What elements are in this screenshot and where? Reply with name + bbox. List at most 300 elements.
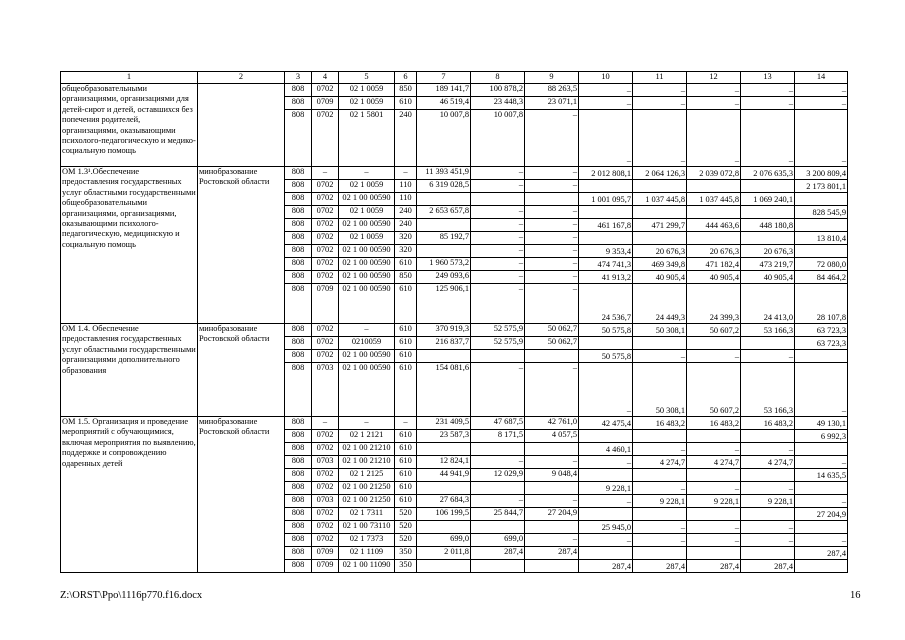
table-cell: 02 1 00 00590 bbox=[339, 193, 395, 206]
table-cell: – bbox=[579, 110, 633, 167]
table-cell: 02 1 00 21250 bbox=[339, 495, 395, 508]
table-cell: 40 905,4 bbox=[741, 271, 795, 284]
table-cell: – bbox=[525, 219, 579, 232]
column-number: 2 bbox=[198, 72, 285, 84]
table-cell bbox=[687, 430, 741, 443]
table-cell: 02 1 2121 bbox=[339, 430, 395, 443]
table-cell bbox=[795, 193, 848, 206]
table-cell: 63 723,3 bbox=[795, 337, 848, 350]
table-cell: 20 676,3 bbox=[687, 245, 741, 258]
table-cell: – bbox=[687, 534, 741, 547]
table-cell: 28 107,8 bbox=[795, 284, 848, 324]
table-cell: 27 204,9 bbox=[525, 508, 579, 521]
table-cell: 610 bbox=[395, 97, 417, 110]
table-cell: 02 1 00 00590 bbox=[339, 284, 395, 324]
table-cell: 13 810,4 bbox=[795, 232, 848, 245]
table-cell: 9 228,1 bbox=[633, 495, 687, 508]
table-cell bbox=[687, 508, 741, 521]
table-cell: 3 200 809,4 bbox=[795, 167, 848, 180]
table-cell bbox=[579, 206, 633, 219]
table-cell: 23 448,3 bbox=[471, 97, 525, 110]
table-cell: – bbox=[471, 495, 525, 508]
table-cell: 02 1 00 00590 bbox=[339, 271, 395, 284]
table-cell: 808 bbox=[285, 167, 312, 180]
table-cell: 808 bbox=[285, 271, 312, 284]
table-cell: – bbox=[471, 206, 525, 219]
table-cell: 287,4 bbox=[741, 560, 795, 573]
table-cell: 610 bbox=[395, 443, 417, 456]
table-cell: 6 992,3 bbox=[795, 430, 848, 443]
table-cell bbox=[471, 560, 525, 573]
table-cell: 473 219,7 bbox=[741, 258, 795, 271]
table-cell: 0702 bbox=[312, 350, 339, 363]
table-cell bbox=[687, 547, 741, 560]
table-cell: 808 bbox=[285, 193, 312, 206]
table-cell: – bbox=[633, 521, 687, 534]
table-cell: – bbox=[471, 284, 525, 324]
table-cell bbox=[633, 337, 687, 350]
table-cell bbox=[687, 337, 741, 350]
table-cell: 02 1 0059 bbox=[339, 97, 395, 110]
table-cell: 50 607,2 bbox=[687, 363, 741, 417]
table-cell: 610 bbox=[395, 350, 417, 363]
table-cell: 52 575,9 bbox=[471, 324, 525, 337]
budget-table-sheet bbox=[60, 71, 848, 573]
table-cell: 471 299,7 bbox=[633, 219, 687, 232]
table-row bbox=[61, 324, 848, 337]
table-cell: 12 029,9 bbox=[471, 469, 525, 482]
table-cell: 350 bbox=[395, 547, 417, 560]
table-cell: 474 741,3 bbox=[579, 258, 633, 271]
table-cell: 808 bbox=[285, 482, 312, 495]
table-cell: 02 1 0059 bbox=[339, 206, 395, 219]
table-cell: 2 039 072,8 bbox=[687, 167, 741, 180]
table-cell: 42 761,0 bbox=[525, 417, 579, 430]
table-cell bbox=[417, 521, 471, 534]
table-row bbox=[61, 84, 848, 97]
table-cell: 808 bbox=[285, 417, 312, 430]
table-cell: 699,0 bbox=[417, 534, 471, 547]
table-cell: 610 bbox=[395, 482, 417, 495]
table-cell: 1 001 095,7 bbox=[579, 193, 633, 206]
table-cell bbox=[741, 337, 795, 350]
table-cell: 23 071,1 bbox=[525, 97, 579, 110]
table-cell: 249 093,6 bbox=[417, 271, 471, 284]
table-cell: 0709 bbox=[312, 547, 339, 560]
table-cell bbox=[795, 443, 848, 456]
table-cell: 287,4 bbox=[633, 560, 687, 573]
table-cell: – bbox=[525, 258, 579, 271]
table-cell bbox=[525, 193, 579, 206]
table-cell: 106 199,5 bbox=[417, 508, 471, 521]
table-cell: 4 274,7 bbox=[633, 456, 687, 469]
table-cell bbox=[579, 180, 633, 193]
table-cell bbox=[633, 508, 687, 521]
measure-name-cell: ОМ 1.3¹.Обеспечение предоставления государственных услуг областными государственными общеобразовательными организациями, организациями, оказывающими психолого-педагогическую, медицинскую и социальную помощь bbox=[61, 167, 198, 324]
column-number-row bbox=[61, 72, 848, 84]
table-cell: – bbox=[579, 84, 633, 97]
table-cell: 0702 bbox=[312, 271, 339, 284]
column-number: 6 bbox=[395, 72, 417, 84]
table-cell: 0709 bbox=[312, 560, 339, 573]
column-number: 12 bbox=[687, 72, 741, 84]
table-cell: 808 bbox=[285, 443, 312, 456]
table-cell bbox=[525, 482, 579, 495]
table-cell: 0210059 bbox=[339, 337, 395, 350]
table-cell: 02 1 00 73110 bbox=[339, 521, 395, 534]
table-cell: – bbox=[795, 110, 848, 167]
table-cell bbox=[525, 560, 579, 573]
table-cell: 2 173 801,1 bbox=[795, 180, 848, 193]
table-cell: 72 080,0 bbox=[795, 258, 848, 271]
table-cell: 53 166,3 bbox=[741, 363, 795, 417]
table-cell bbox=[471, 521, 525, 534]
column-number: 1 bbox=[61, 72, 198, 84]
table-cell: – bbox=[471, 167, 525, 180]
table-cell: – bbox=[525, 495, 579, 508]
column-number: 3 bbox=[285, 72, 312, 84]
table-cell: 0702 bbox=[312, 482, 339, 495]
table-cell: 320 bbox=[395, 232, 417, 245]
table-cell bbox=[579, 337, 633, 350]
table-cell: 27 684,3 bbox=[417, 495, 471, 508]
table-cell: – bbox=[312, 417, 339, 430]
table-cell: 610 bbox=[395, 430, 417, 443]
table-cell: – bbox=[579, 534, 633, 547]
table-cell: – bbox=[471, 232, 525, 245]
table-cell: 50 575,8 bbox=[579, 350, 633, 363]
table-cell bbox=[579, 430, 633, 443]
table-cell: 4 460,1 bbox=[579, 443, 633, 456]
table-cell: 808 bbox=[285, 97, 312, 110]
table-cell: 50 308,1 bbox=[633, 363, 687, 417]
table-cell: 240 bbox=[395, 206, 417, 219]
table-cell: 808 bbox=[285, 245, 312, 258]
table-cell: – bbox=[687, 84, 741, 97]
column-number: 13 bbox=[741, 72, 795, 84]
table-cell: – bbox=[741, 350, 795, 363]
table-cell: 84 464,2 bbox=[795, 271, 848, 284]
table-cell: 2 076 635,3 bbox=[741, 167, 795, 180]
table-cell: – bbox=[795, 97, 848, 110]
column-number: 9 bbox=[525, 72, 579, 84]
table-cell: – bbox=[312, 167, 339, 180]
table-cell: 1 960 573,2 bbox=[417, 258, 471, 271]
table-cell: 100 878,2 bbox=[471, 84, 525, 97]
table-cell: 27 204,9 bbox=[795, 508, 848, 521]
table-cell: 9 353,4 bbox=[579, 245, 633, 258]
table-cell: 1 069 240,1 bbox=[741, 193, 795, 206]
table-cell bbox=[633, 547, 687, 560]
table-cell bbox=[471, 482, 525, 495]
page-number: 16 bbox=[850, 590, 861, 601]
table-cell: 88 263,5 bbox=[525, 84, 579, 97]
table-cell: – bbox=[795, 534, 848, 547]
table-cell: 1 037 445,8 bbox=[633, 193, 687, 206]
table-cell bbox=[741, 232, 795, 245]
table-cell: 2 011,8 bbox=[417, 547, 471, 560]
table-cell bbox=[579, 547, 633, 560]
table-cell: 287,4 bbox=[579, 560, 633, 573]
table-cell: 16 483,2 bbox=[741, 417, 795, 430]
table-cell: 46 519,4 bbox=[417, 97, 471, 110]
column-number: 8 bbox=[471, 72, 525, 84]
table-cell: 808 bbox=[285, 258, 312, 271]
table-cell: 0702 bbox=[312, 508, 339, 521]
table-row bbox=[61, 167, 848, 180]
table-cell: 216 837,7 bbox=[417, 337, 471, 350]
table-cell: 110 bbox=[395, 180, 417, 193]
table-cell: – bbox=[741, 84, 795, 97]
table-cell: 828 545,9 bbox=[795, 206, 848, 219]
table-cell: – bbox=[525, 284, 579, 324]
table-cell: 52 575,9 bbox=[471, 337, 525, 350]
table-cell: 520 bbox=[395, 521, 417, 534]
table-cell bbox=[741, 206, 795, 219]
table-cell: 25 844,7 bbox=[471, 508, 525, 521]
table-cell: 40 905,4 bbox=[633, 271, 687, 284]
table-cell: 808 bbox=[285, 219, 312, 232]
table-cell: 110 bbox=[395, 193, 417, 206]
table-cell: 02 1 00 21210 bbox=[339, 443, 395, 456]
table-cell: 850 bbox=[395, 84, 417, 97]
table-cell: 610 bbox=[395, 456, 417, 469]
table-cell bbox=[417, 245, 471, 258]
table-cell: – bbox=[579, 495, 633, 508]
table-cell: – bbox=[687, 350, 741, 363]
table-cell: 44 941,9 bbox=[417, 469, 471, 482]
table-cell: 02 1 2125 bbox=[339, 469, 395, 482]
table-cell: – bbox=[633, 110, 687, 167]
table-cell: – bbox=[633, 84, 687, 97]
table-cell: – bbox=[687, 110, 741, 167]
table-cell: – bbox=[525, 167, 579, 180]
table-cell bbox=[417, 219, 471, 232]
table-cell: 808 bbox=[285, 324, 312, 337]
table-cell: – bbox=[525, 206, 579, 219]
table-cell: – bbox=[633, 534, 687, 547]
table-cell bbox=[687, 180, 741, 193]
table-cell: – bbox=[633, 97, 687, 110]
table-cell: – bbox=[471, 271, 525, 284]
table-cell: 0703 bbox=[312, 495, 339, 508]
table-cell bbox=[633, 180, 687, 193]
table-cell: – bbox=[579, 97, 633, 110]
table-cell: 808 bbox=[285, 560, 312, 573]
table-cell bbox=[579, 469, 633, 482]
table-cell: 85 192,7 bbox=[417, 232, 471, 245]
table-cell: 02 1 00 21210 bbox=[339, 456, 395, 469]
table-cell: – bbox=[525, 245, 579, 258]
table-cell: 53 166,3 bbox=[741, 324, 795, 337]
table-cell: 0703 bbox=[312, 456, 339, 469]
table-cell: – bbox=[795, 363, 848, 417]
table-cell bbox=[525, 443, 579, 456]
table-cell: 9 228,1 bbox=[579, 482, 633, 495]
table-cell: – bbox=[633, 443, 687, 456]
table-cell: 2 653 657,8 bbox=[417, 206, 471, 219]
table-cell: 42 475,4 bbox=[579, 417, 633, 430]
table-cell: 520 bbox=[395, 534, 417, 547]
table-cell: 808 bbox=[285, 84, 312, 97]
table-cell: 02 1 7373 bbox=[339, 534, 395, 547]
table-cell: 0702 bbox=[312, 258, 339, 271]
table-cell: – bbox=[525, 271, 579, 284]
table-cell: 4 274,7 bbox=[741, 456, 795, 469]
table-cell bbox=[795, 219, 848, 232]
table-cell: 23 587,3 bbox=[417, 430, 471, 443]
table-cell: 24 449,3 bbox=[633, 284, 687, 324]
table-cell: 41 913,2 bbox=[579, 271, 633, 284]
table-cell: 808 bbox=[285, 495, 312, 508]
table-cell: 808 bbox=[285, 534, 312, 547]
table-cell: – bbox=[741, 110, 795, 167]
table-cell: 0702 bbox=[312, 84, 339, 97]
table-cell: – bbox=[741, 534, 795, 547]
table-cell: 444 463,6 bbox=[687, 219, 741, 232]
table-cell: – bbox=[471, 456, 525, 469]
table-cell: – bbox=[525, 456, 579, 469]
table-cell: 0702 bbox=[312, 430, 339, 443]
table-cell: 448 180,8 bbox=[741, 219, 795, 232]
table-cell: 610 bbox=[395, 495, 417, 508]
table-cell: – bbox=[525, 232, 579, 245]
table-cell: 0702 bbox=[312, 232, 339, 245]
table-cell: 125 906,1 bbox=[417, 284, 471, 324]
table-cell: – bbox=[339, 417, 395, 430]
table-cell: 808 bbox=[285, 232, 312, 245]
table-cell: 02 1 5801 bbox=[339, 110, 395, 167]
table-cell: 14 635,5 bbox=[795, 469, 848, 482]
table-cell: 808 bbox=[285, 350, 312, 363]
table-cell: 8 171,5 bbox=[471, 430, 525, 443]
table-cell: 6 319 028,5 bbox=[417, 180, 471, 193]
table-cell: 808 bbox=[285, 363, 312, 417]
table-cell: 808 bbox=[285, 508, 312, 521]
table-cell: 02 1 00 21250 bbox=[339, 482, 395, 495]
table-cell bbox=[633, 430, 687, 443]
table-cell: – bbox=[471, 363, 525, 417]
table-row bbox=[61, 417, 848, 430]
table-cell: 40 905,4 bbox=[687, 271, 741, 284]
table-body bbox=[61, 72, 848, 573]
budget-table bbox=[60, 71, 848, 573]
responsible-executor-cell: минобразование Ростовской области bbox=[198, 324, 285, 417]
table-cell: – bbox=[395, 167, 417, 180]
table-cell bbox=[417, 443, 471, 456]
table-cell bbox=[687, 206, 741, 219]
table-cell: – bbox=[471, 245, 525, 258]
table-cell: 16 483,2 bbox=[633, 417, 687, 430]
table-cell bbox=[741, 430, 795, 443]
table-cell: 50 308,1 bbox=[633, 324, 687, 337]
table-cell: – bbox=[795, 84, 848, 97]
table-cell bbox=[795, 245, 848, 258]
table-cell bbox=[579, 232, 633, 245]
table-cell bbox=[579, 508, 633, 521]
table-cell: 808 bbox=[285, 469, 312, 482]
table-cell bbox=[525, 350, 579, 363]
table-cell: 0702 bbox=[312, 443, 339, 456]
table-cell: 02 1 0059 bbox=[339, 84, 395, 97]
table-cell: – bbox=[633, 350, 687, 363]
table-cell: 231 409,5 bbox=[417, 417, 471, 430]
table-cell: 287,4 bbox=[471, 547, 525, 560]
column-number: 11 bbox=[633, 72, 687, 84]
table-cell: 610 bbox=[395, 469, 417, 482]
table-cell: 63 723,3 bbox=[795, 324, 848, 337]
table-cell: 49 130,1 bbox=[795, 417, 848, 430]
table-cell: 808 bbox=[285, 180, 312, 193]
table-cell: 0702 bbox=[312, 180, 339, 193]
table-cell: – bbox=[525, 180, 579, 193]
table-cell: 24 536,7 bbox=[579, 284, 633, 324]
table-cell: – bbox=[687, 521, 741, 534]
table-cell: 808 bbox=[285, 284, 312, 324]
table-cell: – bbox=[395, 417, 417, 430]
table-cell: 4 274,7 bbox=[687, 456, 741, 469]
table-cell: – bbox=[471, 180, 525, 193]
table-cell: 520 bbox=[395, 508, 417, 521]
table-cell: 699,0 bbox=[471, 534, 525, 547]
responsible-executor-cell: минобразование Ростовской области bbox=[198, 417, 285, 573]
table-cell: – bbox=[687, 443, 741, 456]
table-cell: 02 1 00 00590 bbox=[339, 258, 395, 271]
table-cell: 0702 bbox=[312, 534, 339, 547]
table-cell bbox=[417, 482, 471, 495]
table-cell: – bbox=[741, 97, 795, 110]
table-cell: 0709 bbox=[312, 97, 339, 110]
table-cell: 4 057,5 bbox=[525, 430, 579, 443]
table-cell bbox=[741, 180, 795, 193]
table-cell: 0702 bbox=[312, 110, 339, 167]
table-cell: 0702 bbox=[312, 219, 339, 232]
table-cell: 0709 bbox=[312, 284, 339, 324]
table-cell: 471 182,4 bbox=[687, 258, 741, 271]
table-cell: 610 bbox=[395, 324, 417, 337]
table-cell: 2 064 126,3 bbox=[633, 167, 687, 180]
table-cell: 24 399,3 bbox=[687, 284, 741, 324]
table-cell: 16 483,2 bbox=[687, 417, 741, 430]
table-cell: 20 676,3 bbox=[633, 245, 687, 258]
table-cell: 1 037 445,8 bbox=[687, 193, 741, 206]
table-cell: 808 bbox=[285, 337, 312, 350]
column-number: 14 bbox=[795, 72, 848, 84]
table-cell: 9 228,1 bbox=[741, 495, 795, 508]
table-cell: 610 bbox=[395, 337, 417, 350]
table-cell: 02 1 7311 bbox=[339, 508, 395, 521]
table-cell bbox=[471, 193, 525, 206]
table-cell: 287,4 bbox=[795, 547, 848, 560]
table-cell: 320 bbox=[395, 245, 417, 258]
table-cell: 287,4 bbox=[525, 547, 579, 560]
table-cell: 50 607,2 bbox=[687, 324, 741, 337]
table-cell bbox=[417, 560, 471, 573]
measure-name-cell: общеобразовательными организациями, организациями для детей-сирот и детей, оставшихся без попечения родителей, организациями, оказывающими психолого-педагогическую и медико-социальную помощь bbox=[61, 84, 198, 167]
table-cell: 808 bbox=[285, 206, 312, 219]
table-cell: 50 062,7 bbox=[525, 337, 579, 350]
table-cell bbox=[741, 547, 795, 560]
table-cell: 9 228,1 bbox=[687, 495, 741, 508]
table-cell bbox=[417, 350, 471, 363]
table-cell: 02 1 0059 bbox=[339, 180, 395, 193]
table-cell bbox=[687, 469, 741, 482]
table-cell: 02 1 00 00590 bbox=[339, 219, 395, 232]
table-cell: 240 bbox=[395, 110, 417, 167]
table-cell: 50 575,8 bbox=[579, 324, 633, 337]
table-cell: 50 062,7 bbox=[525, 324, 579, 337]
table-cell: 350 bbox=[395, 560, 417, 573]
